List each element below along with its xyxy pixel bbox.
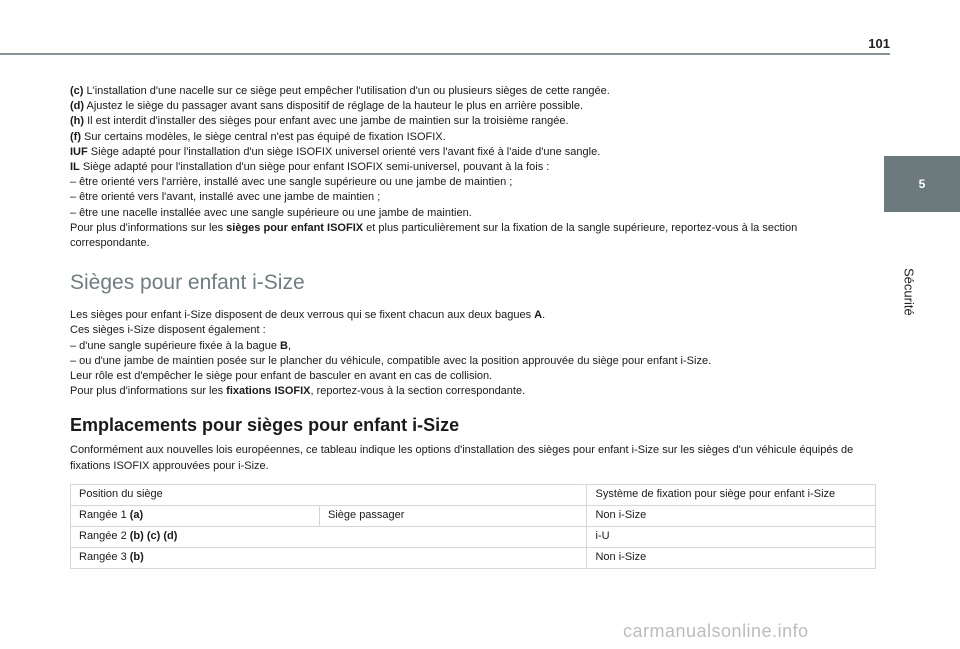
- note-h: (h) Il est interdit d'installer des sièges pour enfant avec une jambe de maintien sur la troisième rangée.: [70, 115, 569, 128]
- chapter-number: 5: [918, 177, 926, 191]
- list-item: – d'une sangle supérieure fixée à la bague B,: [70, 339, 292, 352]
- section-title-isize: Sièges pour enfant i-Size: [70, 271, 305, 295]
- note-iuf: IUF Siège adapté pour l'installation d'un siège ISOFIX universel orienté vers l'avant fixé à l'aide d'une sangle.: [70, 145, 601, 158]
- chapter-tab[interactable]: [884, 156, 960, 212]
- list-item: – être orienté vers l'arrière, installé avec une sangle supérieure ou une jambe de maintien ;: [70, 176, 513, 189]
- note-c: (c) L'installation d'une nacelle sur ce siège peut empêcher l'utilisation d'un ou plusieurs sièges de cette rangée.: [70, 85, 610, 97]
- row-value: i-U: [587, 526, 876, 547]
- table-row: [71, 526, 876, 547]
- isize-also: Ces sièges i-Size disposent également :: [70, 324, 266, 337]
- row-seat: Siège passager: [320, 505, 587, 526]
- note-f: (f) Sur certains modèles, le siège central n'est pas équipé de fixation ISOFIX.: [70, 130, 446, 143]
- header-rule: [0, 53, 890, 55]
- note-d: (d) Ajustez le siège du passager avant sans dispositif de réglage de la hauteur le plus en arrière possible.: [70, 100, 584, 113]
- list-item: – être orienté vers l'avant, installé avec une jambe de maintien ;: [70, 191, 381, 204]
- row-value: Non i-Size: [587, 505, 876, 526]
- row-label: Rangée 3 (b): [71, 547, 587, 568]
- page-number: 101: [868, 36, 890, 51]
- table-row: [71, 547, 876, 568]
- row-value: Non i-Size: [587, 547, 876, 568]
- header-position: Position du siège: [71, 484, 587, 505]
- list-item: – ou d'une jambe de maintien posée sur le plancher du véhicule, compatible avec la position approuvée du siège pour enfant i-Size.: [70, 354, 712, 367]
- chapter-title: Sécurité: [901, 268, 917, 316]
- header-system: Système de fixation pour siège pour enfant i-Size: [587, 484, 876, 505]
- isize-intro: Les sièges pour enfant i-Size disposent de deux verrous qui se fixent chacun aux deux bagues A.: [70, 309, 546, 322]
- row-label: Rangée 2 (b) (c) (d): [71, 526, 587, 547]
- row-label: Rangée 1 (a): [71, 505, 320, 526]
- isize-role: Leur rôle est d'empêcher le siège pour enfant de basculer en avant en cas de collision.: [70, 370, 493, 383]
- isize-more-info: Pour plus d'informations sur les fixations ISOFIX, reportez-vous à la section correspondante.: [70, 385, 526, 398]
- page-content: [70, 84, 876, 569]
- note-il: IL Siège adapté pour l'installation d'un siège pour enfant ISOFIX semi-universel, pouvant à la fois :: [70, 161, 550, 174]
- watermark: carmanualsonline.info: [623, 621, 809, 641]
- isize-table: [70, 484, 876, 569]
- table-row: [71, 505, 876, 526]
- table-header-row: [71, 484, 876, 505]
- locations-intro: Conformément aux nouvelles lois européennes, ce tableau indique les options d'installation des sièges pour enfant i-Size sur les sièges d'un véhicule équipés de fixations ISOFIX approuvées pour i-Size.: [70, 444, 854, 472]
- more-info-isofix: Pour plus d'informations sur les sièges pour enfant ISOFIX et plus particulièrement sur la fixation de la sangle supérieure, reportez-vous à la section correspondante.: [70, 221, 798, 250]
- list-item: – être une nacelle installée avec une sangle supérieure ou une jambe de maintien.: [70, 206, 472, 219]
- section-title-locations: Emplacements pour sièges pour enfant i-Size: [70, 415, 460, 436]
